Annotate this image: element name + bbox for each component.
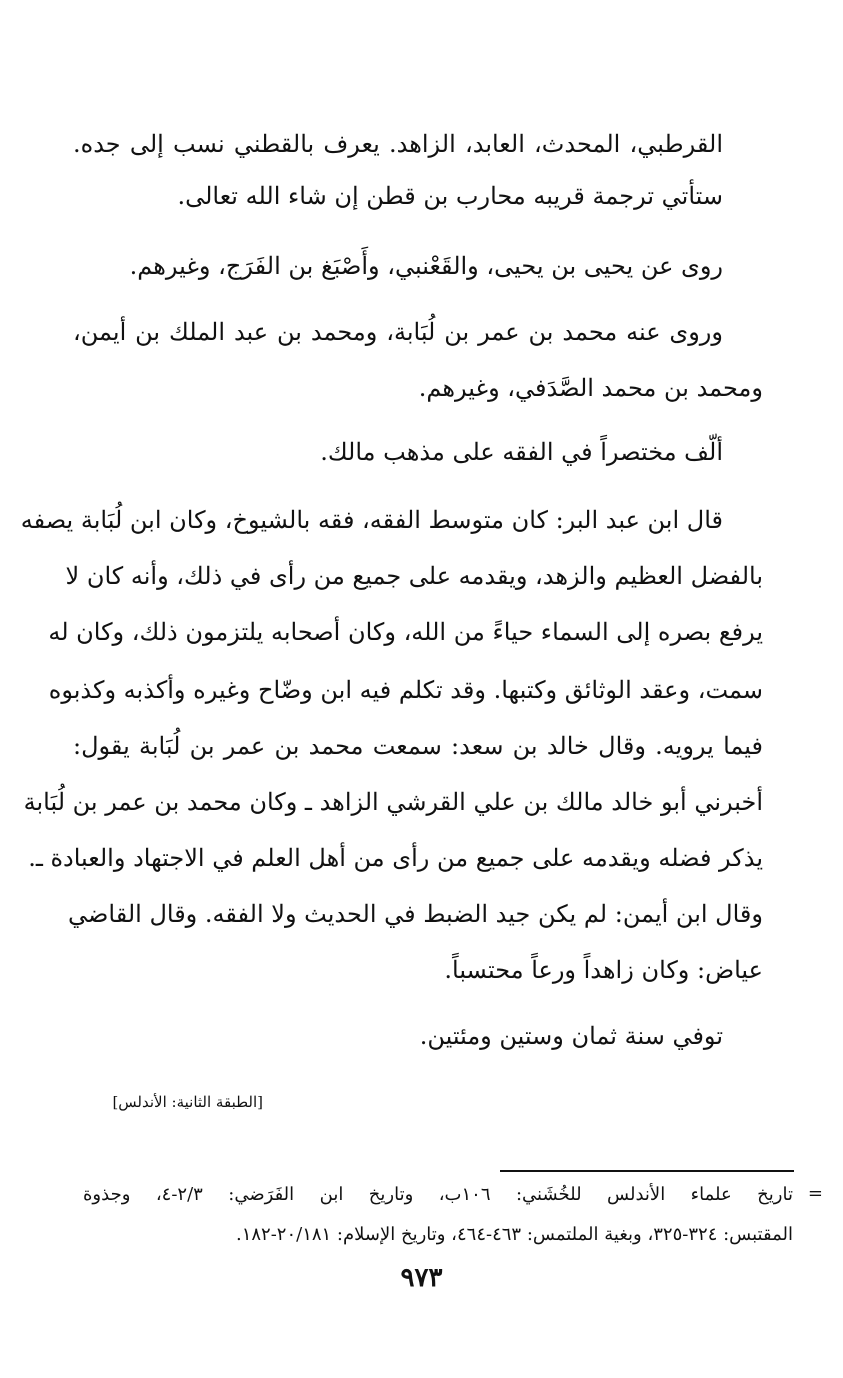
section-tag: [الطبقة الثانية: الأندلس] [112, 1093, 263, 1111]
body-line-11: فيما يرويه. وقال خالد بن سعد: سمعت محمد بن عمر بن لُبَابة يقول: [73, 732, 763, 760]
footnote-continuation-marker: = [807, 1183, 823, 1204]
footnote-divider [500, 1170, 794, 1172]
body-line-7: قال ابن عبد البر: كان متوسط الفقه، فقه بالشيوخ، وكان ابن لُبَابة يصفه [20, 506, 723, 534]
body-line-12: أخبرني أبو خالد مالك بن علي القرشي الزاهد ـ وكان محمد بن عمر بن لُبَابة [23, 788, 763, 816]
body-line-5: ومحمد بن محمد الصَّدَفي، وغيرهم. [418, 374, 763, 402]
body-line-10: سمت، وعقد الوثائق وكتبها. وقد تكلم فيه ابن وضّاح وغيره وأكذبه وكذبوه [48, 676, 763, 704]
body-line-14: وقال ابن أيمن: لم يكن جيد الضبط في الحديث ولا الفقه. وقال القاضي [68, 900, 763, 928]
body-line-13: يذكر فضله ويقدمه على جميع من رأى من أهل العلم في الاجتهاد والعبادة ـ. [28, 844, 763, 872]
body-line-9: يرفع بصره إلى السماء حياءً من الله، وكان أصحابه يلتزمون ذلك، وكان له [48, 618, 763, 646]
body-line-2: ستأتي ترجمة قريبه محارب بن قطن إن شاء الله تعالى. [177, 182, 723, 210]
footnote-line-1: تاريخ علماء الأندلس للخُشَني: ١٠٦ب، وتاريخ ابن الفَرَضي: ٢/٣-٤، وجذوة [83, 1184, 793, 1205]
body-line-3: روى عن يحيى بن يحيى، والقَعْنبي، وأَصْبَغ بن الفَرَج، وغيرهم. [129, 252, 723, 280]
body-line-8: بالفضل العظيم والزهد، ويقدمه على جميع من رأى في ذلك، وأنه كان لا [65, 562, 763, 590]
body-line-6: ألّف مختصراً في الفقه على مذهب مالك. [320, 438, 723, 466]
footnote-line-2: المقتبس: ٣٢٤-٣٢٥، وبغية الملتمس: ٤٦٣-٤٦٤، وتاريخ الإسلام: ٢٠/١٨١-١٨٢. [235, 1224, 793, 1245]
body-line-15: عياض: وكان زاهداً ورعاً محتسباً. [444, 956, 763, 984]
body-line-16: توفي سنة ثمان وستين ومئتين. [419, 1022, 723, 1050]
body-line-4: وروى عنه محمد بن عمر بن لُبَابة، ومحمد بن عبد الملك بن أيمن، [73, 318, 723, 346]
body-line-1: القرطبي، المحدث، العابد، الزاهد. يعرف بالقطني نسب إلى جده. [73, 130, 723, 158]
page-number: ٩٧٣ [400, 1263, 443, 1293]
